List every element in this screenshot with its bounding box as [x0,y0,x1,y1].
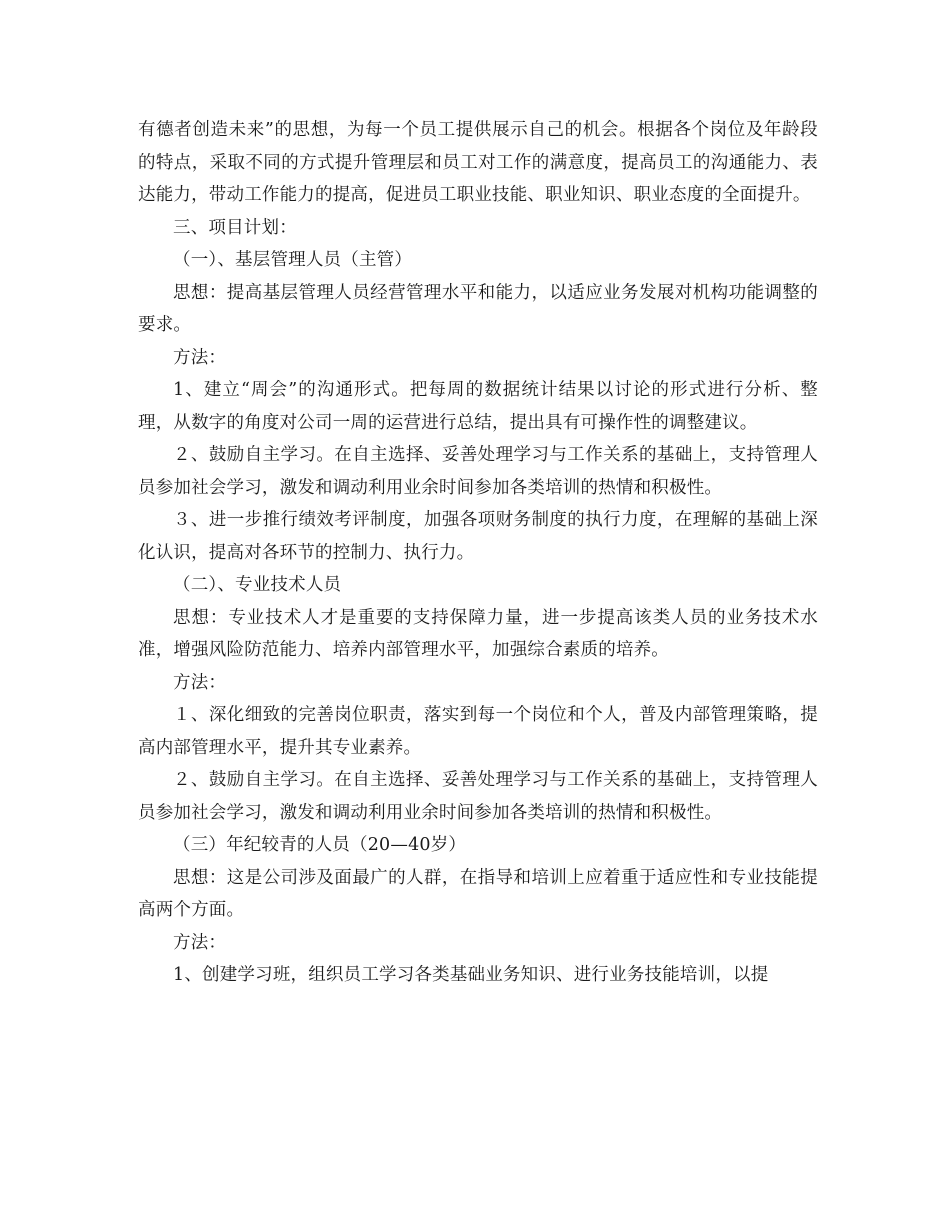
list-item-study-class: 1、创建学习班，组织员工学习各类基础业务知识、进行业务技能培训，以提 [173,965,769,985]
paragraph-idea-technical: 思想：专业技术人才是重要的支持保障力量，进一步提高该类人员的业务技术水准，增强风险防范能力、培养内部管理水平，加强综合素质的培养。 [138,607,818,660]
list-item-self-study-managers: ２、鼓励自主学习。在自主选择、妥善处理学习与工作关系的基础上，支持管理人员参加社会学习，激发和调动利用业余时间参加各类培训的热情和积极性。 [138,445,818,498]
list-item-self-study-technical: ２、鼓励自主学习。在自主选择、妥善处理学习与工作关系的基础上，支持管理人员参加社会学习，激发和调动利用业余时间参加各类培训的热情和积极性。 [138,770,818,823]
subheading-young-staff: （三）年纪较青的人员（20—40岁） [173,835,467,855]
list-item-weekly-meeting: 1、建立“周会”的沟通形式。把每周的数据统计结果以讨论的形式进行分析、整理，从数字的角度对公司一周的运营进行总结，提出具有可操作性的调整建议。 [138,380,818,433]
paragraph-idea-young: 思想：这是公司涉及面最广的人群，在指导和培训上应着重于适应性和专业技能提高两个方面。 [138,867,818,920]
label-method-technical: 方法： [173,672,227,693]
subheading-technical-staff: （二）、专业技术人员 [173,575,342,595]
paragraph-idea-managers: 思想：提高基层管理人员经营管理水平和能力，以适应业务发展对机构功能调整的要求。 [138,282,818,335]
section-heading-project-plan: 三、项目计划： [173,217,297,238]
list-item-performance-review: ３、进一步推行绩效考评制度，加强各项财务制度的执行力度，在理解的基础上深化认识，提高对各环节的控制力、执行力。 [138,510,818,563]
subheading-grassroots-managers: （一）、基层管理人员（主管） [173,250,413,270]
list-item-job-duties: １、深化细致的完善岗位职责，落实到每一个岗位和个人，普及内部管理策略，提高内部管理水平，提升其专业素养。 [138,705,818,758]
document-body [138,114,818,992]
label-method-young: 方法： [173,932,227,953]
paragraph-intro-continuation: 有德者创造未来”的思想，为每一个员工提供展示自己的机会。根据各个岗位及年龄段的特点，采取不同的方式提升管理层和员工对工作的满意度，提高员工的沟通能力、表达能力，带动工作能力的提高，促进员工职业技能、职业知识、职业态度的全面提升。 [138,120,818,205]
label-method-managers: 方法： [173,347,227,368]
